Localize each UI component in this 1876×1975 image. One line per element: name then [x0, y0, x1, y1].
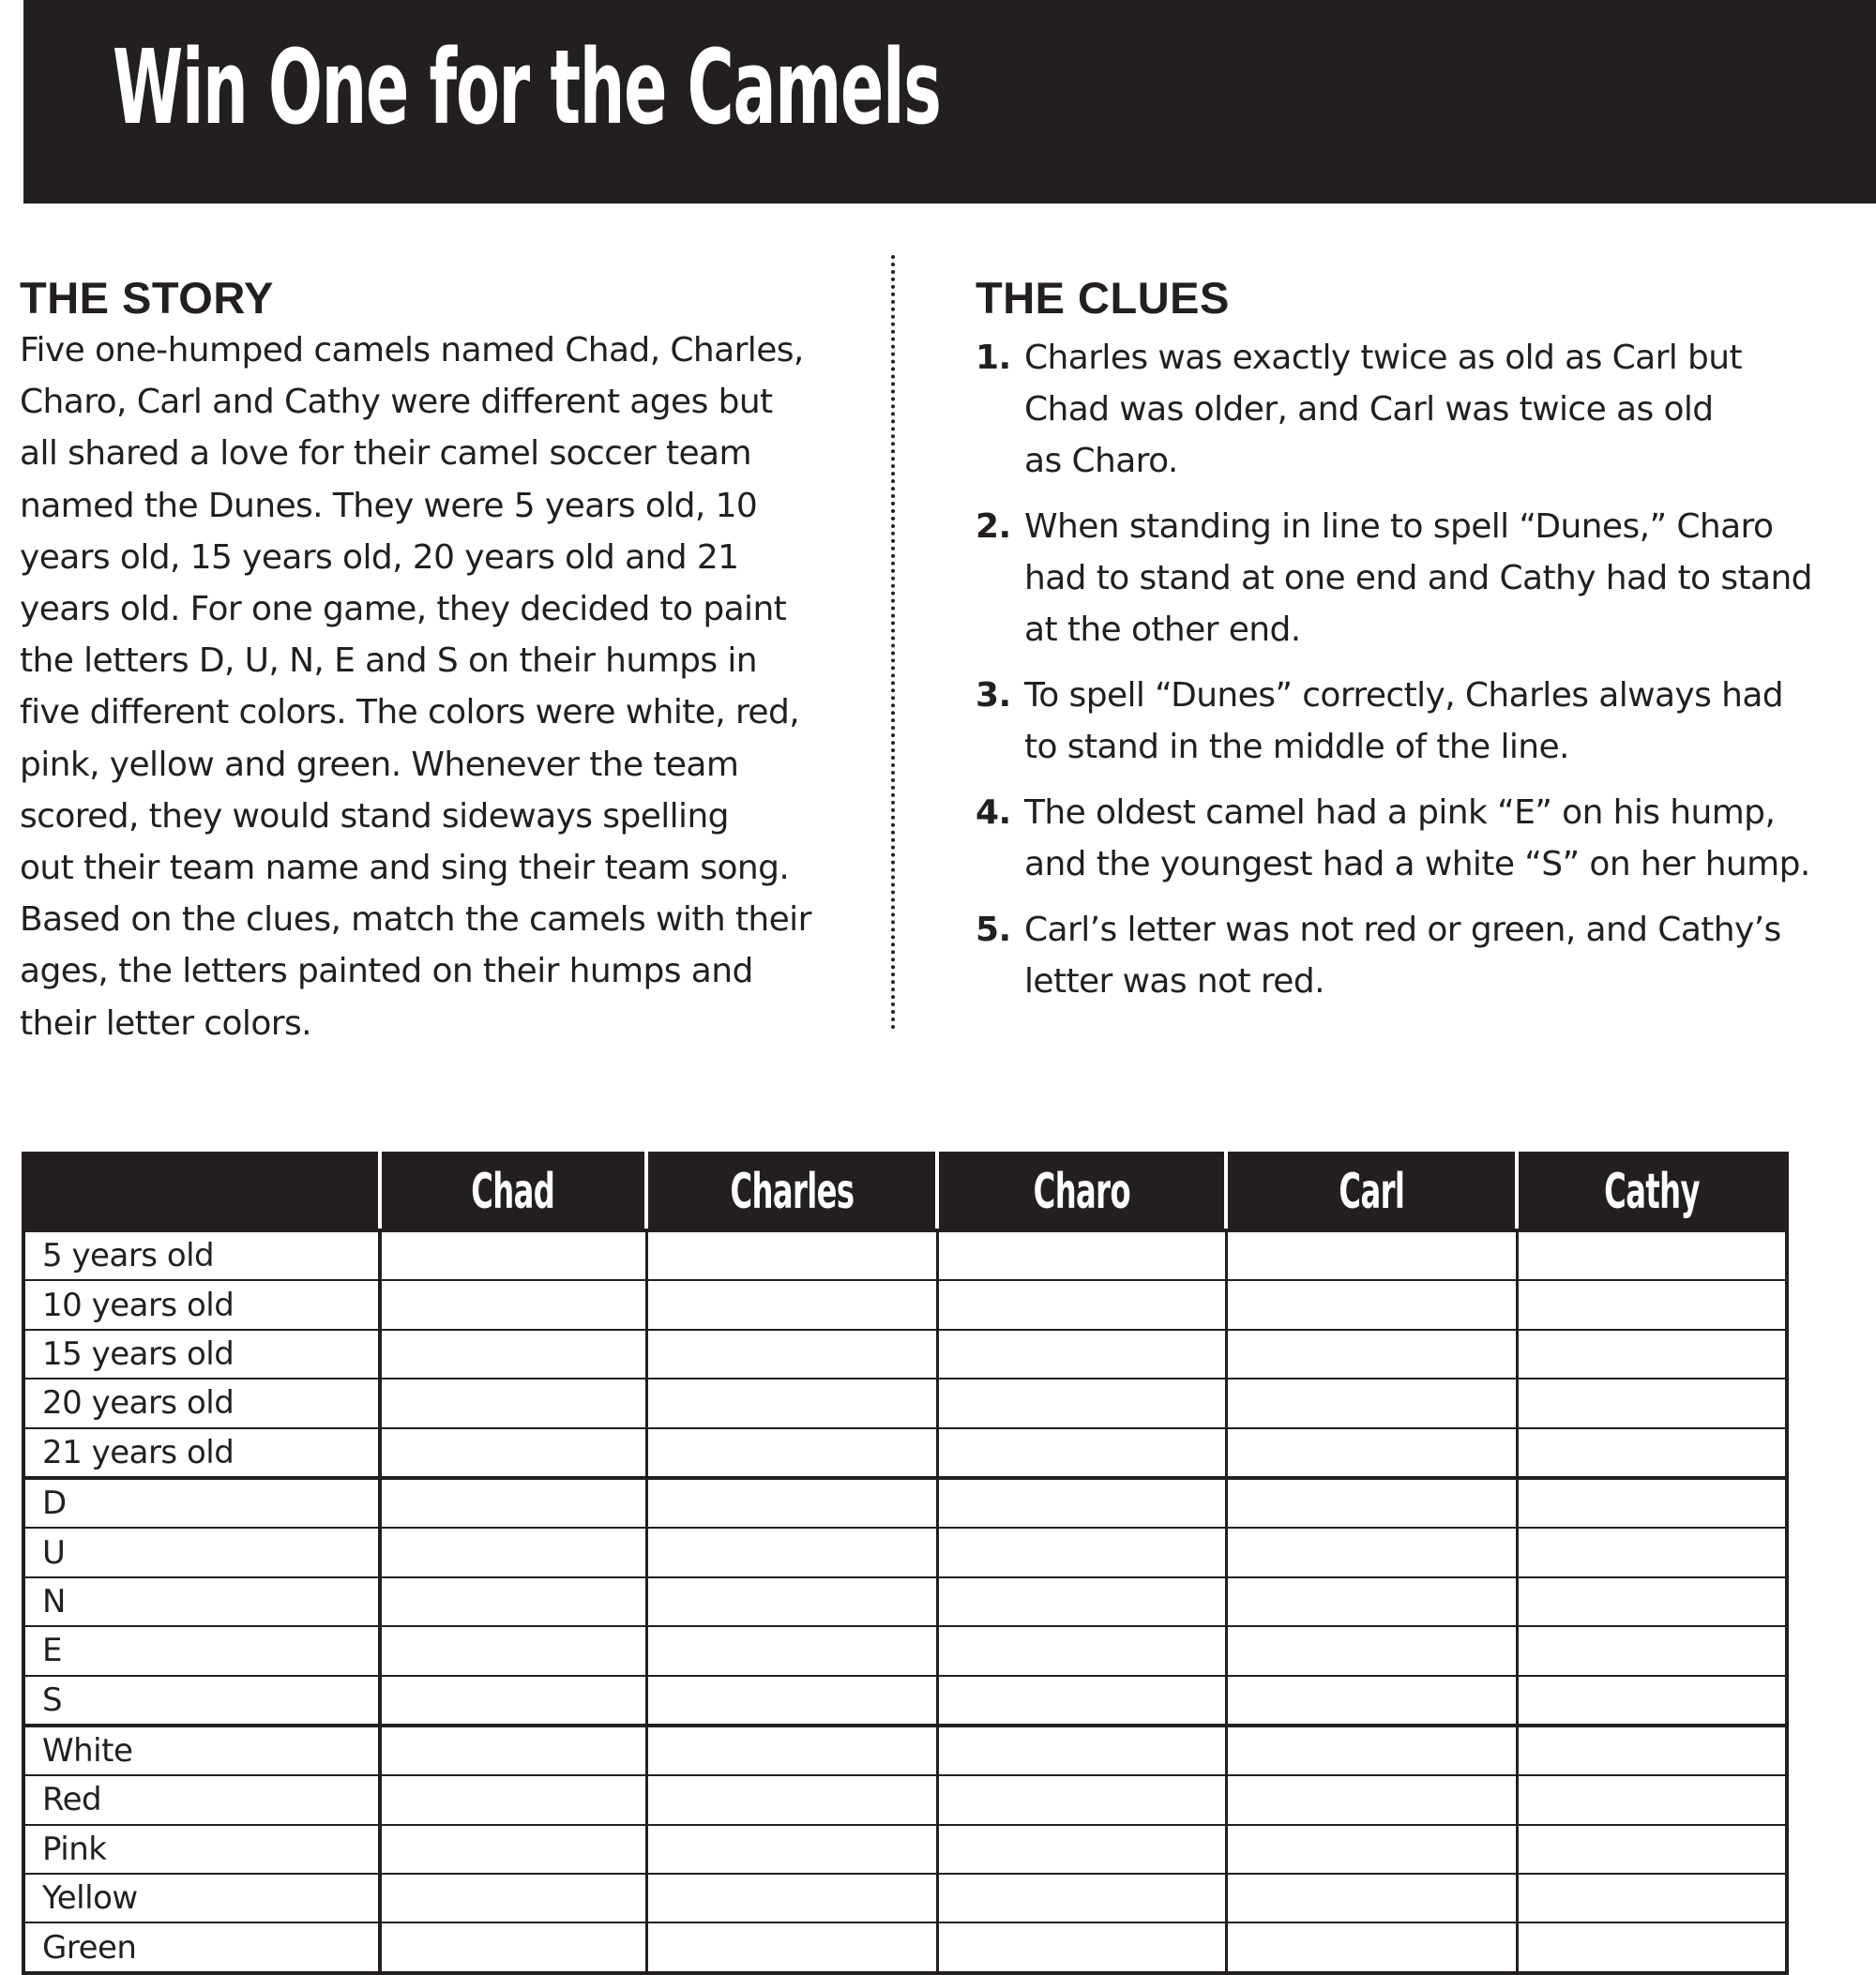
grid-cell[interactable]	[1226, 1478, 1517, 1528]
grid-cell[interactable]	[380, 1676, 646, 1726]
grid-cell[interactable]	[646, 1825, 937, 1874]
story-line: years old. For one game, they decided to paint	[20, 590, 787, 629]
grid-cell[interactable]	[937, 1577, 1226, 1626]
grid-row	[23, 1825, 1787, 1874]
story-line: Based on the clues, match the camels with their	[20, 900, 811, 940]
clues-section	[976, 272, 1857, 1007]
story-line: years old, 15 years old, 20 years old and 21	[20, 537, 739, 577]
grid-cell[interactable]	[1226, 1676, 1517, 1726]
grid-row	[23, 1626, 1787, 1675]
story-line: all shared a love for their camel soccer team	[20, 434, 751, 474]
grid-row	[23, 1726, 1787, 1775]
grid-cell[interactable]	[937, 1230, 1226, 1280]
grid-cell[interactable]	[646, 1874, 937, 1922]
grid-row	[23, 1280, 1787, 1329]
grid-row-label: Yellow	[23, 1874, 380, 1922]
grid-cell[interactable]	[1226, 1825, 1517, 1874]
grid-cell[interactable]	[937, 1280, 1226, 1329]
grid-row	[23, 1428, 1787, 1478]
grid-cell[interactable]	[1517, 1230, 1787, 1280]
grid-row	[23, 1478, 1787, 1528]
grid-cell[interactable]	[1517, 1478, 1787, 1528]
column-header-charo: Charo	[937, 1153, 1226, 1230]
grid-row-label: 5 years old	[23, 1230, 380, 1280]
grid-cell[interactable]	[937, 1922, 1226, 1972]
grid-cell[interactable]	[380, 1922, 646, 1972]
grid-row	[23, 1577, 1787, 1626]
grid-cell[interactable]	[937, 1428, 1226, 1478]
grid-cell[interactable]	[1226, 1428, 1517, 1478]
story-line: their letter colors.	[20, 1003, 311, 1043]
clue-line: at the other end.	[1024, 611, 1301, 649]
clue-line: Chad was older, and Carl was twice as old	[1024, 390, 1714, 429]
grid-row-label: Pink	[23, 1825, 380, 1874]
grid-row-label: N	[23, 1577, 380, 1626]
page-title: Win One for the Camels	[113, 27, 941, 147]
clue-number: 1.	[976, 339, 1011, 377]
grid-cell[interactable]	[646, 1726, 937, 1775]
grid-cell[interactable]	[1226, 1379, 1517, 1427]
story-line: scored, they would stand sideways spelling	[20, 796, 729, 836]
clue-line: To spell “Dunes” correctly, Charles always had	[1024, 676, 1784, 715]
grid-cell[interactable]	[1226, 1922, 1517, 1972]
grid-cell[interactable]	[937, 1825, 1226, 1874]
grid-cell[interactable]	[1517, 1626, 1787, 1675]
grid-cell[interactable]	[1226, 1577, 1517, 1626]
clue-line: The oldest camel had a pink “E” on his hump,	[1024, 793, 1776, 832]
story-line: ages, the letters painted on their humps and	[20, 952, 753, 991]
clue-text	[1024, 904, 1857, 1007]
story-section	[20, 272, 864, 1049]
grid-cell[interactable]	[646, 1478, 937, 1528]
grid-cell[interactable]	[646, 1922, 937, 1972]
grid-cell[interactable]	[380, 1280, 646, 1329]
grid-row-label: U	[23, 1528, 380, 1576]
column-header-cathy: Cathy	[1517, 1153, 1787, 1230]
grid-cell[interactable]	[1517, 1775, 1787, 1824]
clue-number: 2.	[976, 507, 1011, 546]
grid-cell[interactable]	[1517, 1280, 1787, 1329]
grid-cell[interactable]	[1517, 1428, 1787, 1478]
story-line: named the Dunes. They were 5 years old, 10	[20, 486, 758, 525]
story-line: pink, yellow and green. Whenever the team	[20, 745, 739, 784]
grid-row	[23, 1775, 1787, 1824]
grid-cell[interactable]	[1226, 1626, 1517, 1675]
clue-item	[976, 904, 1857, 1007]
grid-row-label: Green	[23, 1922, 380, 1972]
grid-body	[23, 1230, 1787, 1973]
grid-row-label: E	[23, 1626, 380, 1675]
clue-text	[1024, 670, 1857, 773]
grid-row	[23, 1528, 1787, 1576]
clue-text	[1024, 332, 1857, 487]
clue-line: as Charo.	[1024, 442, 1178, 480]
grid-cell[interactable]	[380, 1626, 646, 1675]
clues-heading: THE CLUES	[976, 273, 1230, 323]
grid-cell[interactable]	[380, 1230, 646, 1280]
clue-line: had to stand at one end and Cathy had to stand	[1024, 559, 1812, 597]
grid-cell[interactable]	[937, 1478, 1226, 1528]
clue-list	[976, 332, 1857, 1007]
grid-row	[23, 1330, 1787, 1379]
story-text	[20, 324, 864, 1049]
grid-row-label: 15 years old	[23, 1330, 380, 1379]
grid-cell[interactable]	[380, 1379, 646, 1427]
clue-item	[976, 501, 1857, 656]
grid-cell[interactable]	[937, 1874, 1226, 1922]
grid-cell[interactable]	[937, 1726, 1226, 1775]
grid-cell[interactable]	[380, 1428, 646, 1478]
grid-cell[interactable]	[1517, 1726, 1787, 1775]
grid-row-label: D	[23, 1478, 380, 1528]
grid-cell[interactable]	[1226, 1330, 1517, 1379]
clue-item	[976, 787, 1857, 890]
grid-cell[interactable]	[1226, 1230, 1517, 1280]
clue-line: Charles was exactly twice as old as Carl but	[1024, 339, 1743, 377]
grid-cell[interactable]	[937, 1775, 1226, 1824]
grid-row-label: Red	[23, 1775, 380, 1824]
grid-row-label: 10 years old	[23, 1280, 380, 1329]
grid-row	[23, 1874, 1787, 1922]
column-header-charles: Charles	[646, 1153, 937, 1230]
grid-cell[interactable]	[380, 1330, 646, 1379]
grid-cell[interactable]	[380, 1775, 646, 1824]
story-line: Charo, Carl and Cathy were different ages but	[20, 383, 773, 422]
grid-row	[23, 1676, 1787, 1726]
grid-row-label: 20 years old	[23, 1379, 380, 1427]
column-divider	[891, 255, 895, 1030]
grid-cell[interactable]	[646, 1577, 937, 1626]
logic-grid	[22, 1152, 1785, 1975]
grid-cell[interactable]	[937, 1528, 1226, 1576]
clue-text	[1024, 787, 1857, 890]
story-line: out their team name and sing their team song.	[20, 849, 790, 888]
clue-line: and the youngest had a white “S” on her hump.	[1024, 845, 1810, 883]
clue-item	[976, 670, 1857, 773]
grid-cell[interactable]	[646, 1280, 937, 1329]
grid-cell[interactable]	[1517, 1528, 1787, 1576]
grid-cell[interactable]	[646, 1379, 937, 1427]
grid-row	[23, 1922, 1787, 1972]
grid-row-label: S	[23, 1676, 380, 1726]
grid-cell[interactable]	[380, 1726, 646, 1775]
story-line: the letters D, U, N, E and S on their humps in	[20, 641, 757, 681]
grid-cell[interactable]	[1226, 1528, 1517, 1576]
clue-number: 5.	[976, 911, 1011, 949]
grid-cell[interactable]	[1517, 1330, 1787, 1379]
grid-cell[interactable]	[937, 1626, 1226, 1675]
grid-row-label: 21 years old	[23, 1428, 380, 1478]
grid-cell[interactable]	[380, 1874, 646, 1922]
clue-number: 3.	[976, 676, 1011, 715]
clue-line: When standing in line to spell “Dunes,” Charo	[1024, 507, 1774, 546]
clue-line: to stand in the middle of the line.	[1024, 728, 1569, 766]
grid-header-row	[23, 1153, 1787, 1230]
clue-item	[976, 332, 1857, 487]
grid-cell[interactable]	[646, 1775, 937, 1824]
story-heading: THE STORY	[20, 273, 274, 323]
grid-cell[interactable]	[380, 1577, 646, 1626]
grid-cell[interactable]	[937, 1379, 1226, 1427]
grid-cell[interactable]	[1517, 1379, 1787, 1427]
grid-cell[interactable]	[380, 1528, 646, 1576]
grid-cell[interactable]	[1226, 1775, 1517, 1824]
grid-cell[interactable]	[646, 1528, 937, 1576]
grid-cell[interactable]	[1517, 1922, 1787, 1972]
grid-row-label: White	[23, 1726, 380, 1775]
grid-cell[interactable]	[380, 1478, 646, 1528]
column-header-carl: Carl	[1226, 1153, 1517, 1230]
grid-cell[interactable]	[1517, 1874, 1787, 1922]
logic-grid-table	[22, 1152, 1789, 1975]
grid-row	[23, 1230, 1787, 1280]
grid-cell[interactable]	[937, 1676, 1226, 1726]
grid-cell[interactable]	[1517, 1825, 1787, 1874]
grid-cell[interactable]	[1517, 1577, 1787, 1626]
story-line: Five one-humped camels named Chad, Charles,	[20, 331, 804, 369]
grid-cell[interactable]	[646, 1428, 937, 1478]
story-line: five different colors. The colors were white, red,	[20, 693, 800, 732]
clue-line: Carl’s letter was not red or green, and Cathy’s	[1024, 911, 1781, 949]
grid-cell[interactable]	[646, 1230, 937, 1280]
grid-cell[interactable]	[1226, 1874, 1517, 1922]
grid-cell[interactable]	[1226, 1726, 1517, 1775]
title-banner	[23, 0, 1876, 204]
grid-cell[interactable]	[646, 1626, 937, 1675]
grid-cell[interactable]	[646, 1330, 937, 1379]
column-header-chad: Chad	[380, 1153, 646, 1230]
grid-row	[23, 1379, 1787, 1427]
grid-cell[interactable]	[1517, 1676, 1787, 1726]
grid-cell[interactable]	[380, 1825, 646, 1874]
clue-text	[1024, 501, 1857, 656]
clue-line: letter was not red.	[1024, 962, 1324, 1001]
grid-cell[interactable]	[937, 1330, 1226, 1379]
grid-cell[interactable]	[646, 1676, 937, 1726]
clue-number: 4.	[976, 793, 1011, 832]
grid-cell[interactable]	[1226, 1280, 1517, 1329]
grid-corner-cell	[23, 1153, 380, 1230]
